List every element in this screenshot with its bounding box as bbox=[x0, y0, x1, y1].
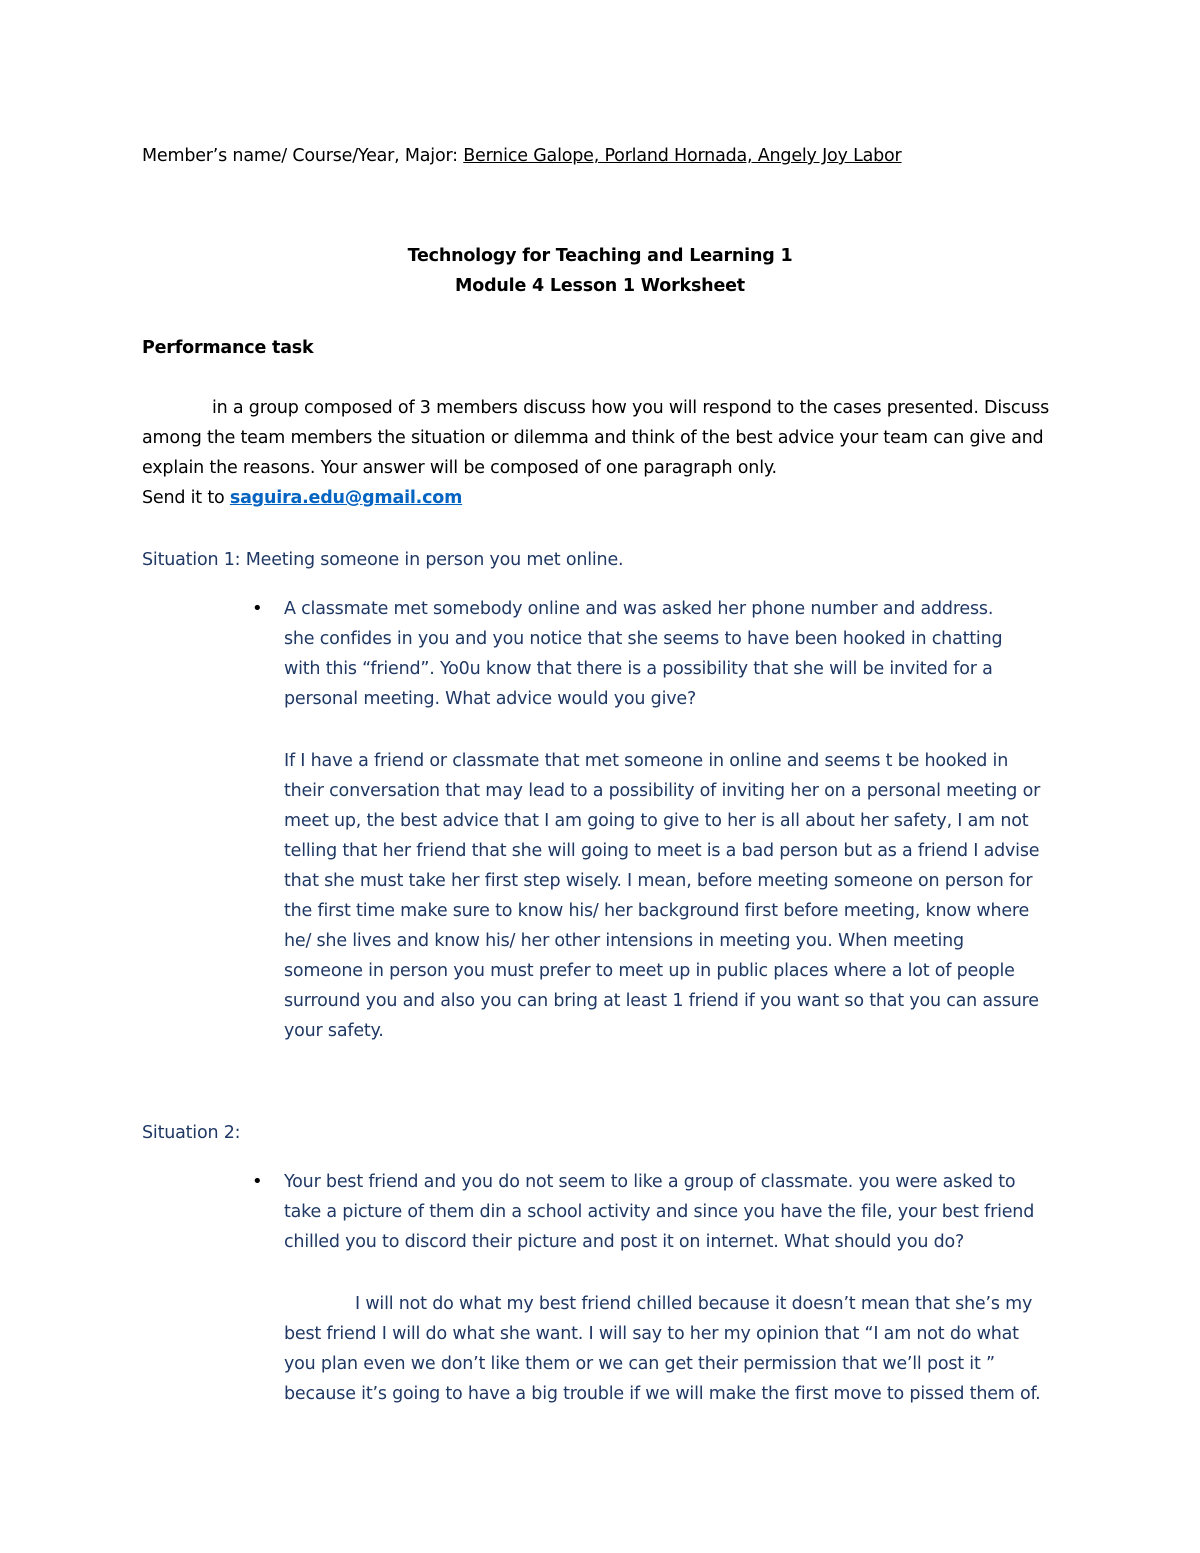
send-label: Send it to bbox=[142, 488, 230, 508]
situation-2-question-line: chilled you to discord their picture and post it on internet. What should you do? bbox=[284, 1232, 965, 1252]
situation-1-question-line: she confides in you and you notice that she seems to have been hooked in chatting bbox=[284, 629, 1003, 649]
situation-1-answer-line: their conversation that may lead to a possibility of inviting her on a personal meeting or bbox=[284, 781, 1041, 801]
situation-1-question-line: A classmate met somebody online and was asked her phone number and address. bbox=[284, 599, 994, 619]
send-line bbox=[142, 483, 462, 513]
members-value: Bernice Galope, Porland Hornada, Angely Joy Labor bbox=[463, 146, 902, 166]
bullet-icon: • bbox=[252, 1171, 263, 1192]
situation-1-answer-line: someone in person you must prefer to meet up in public places where a lot of people bbox=[284, 961, 1015, 981]
situation-1-answer-line: he/ she lives and know his/ her other intensions in meeting you. When meeting bbox=[284, 931, 964, 951]
email-link[interactable]: saguira.edu@gmail.com bbox=[229, 488, 463, 508]
worksheet-title: Module 4 Lesson 1 Worksheet bbox=[455, 276, 745, 296]
situation-1-question-line: with this “friend”. Yo0u know that there is a possibility that she will be invited for a bbox=[284, 659, 993, 679]
situation-1-question-line: personal meeting. What advice would you give? bbox=[284, 689, 697, 709]
course-title: Technology for Teaching and Learning 1 bbox=[407, 246, 793, 266]
members-label: Member’s name/ Course/Year, Major: bbox=[142, 146, 464, 166]
bullet-icon: • bbox=[252, 598, 263, 619]
situation-2-question-line: Your best friend and you do not seem to like a group of classmate. you were asked to bbox=[284, 1172, 1016, 1192]
situation-1-answer-line: your safety. bbox=[284, 1021, 384, 1041]
situation-1-heading: Situation 1: Meeting someone in person you met online. bbox=[142, 550, 624, 570]
situation-1-answer-line: meet up, the best advice that I am going to give to her is all about her safety, I am not bbox=[284, 811, 1029, 831]
performance-task-heading: Performance task bbox=[142, 338, 314, 358]
situation-2-answer-line: I will not do what my best friend chilled because it doesn’t mean that she’s my bbox=[355, 1294, 1033, 1314]
situation-1-answer-line: surround you and also you can bring at least 1 friend if you want so that you can assure bbox=[284, 991, 1039, 1011]
situation-1-answer-line: If I have a friend or classmate that met someone in online and seems t be hooked in bbox=[284, 751, 1009, 771]
situation-2-heading: Situation 2: bbox=[142, 1123, 241, 1143]
task-line-2: among the team members the situation or dilemma and think of the best advice your team can give and bbox=[142, 428, 1044, 448]
situation-2-answer-line: because it’s going to have a big trouble if we will make the first move to pissed them of. bbox=[284, 1384, 1041, 1404]
task-line-3: explain the reasons. Your answer will be composed of one paragraph only. bbox=[142, 458, 777, 478]
situation-2-answer-line: best friend I will do what she want. I will say to her my opinion that “I am not do what bbox=[284, 1324, 1019, 1344]
members-line bbox=[142, 141, 902, 171]
task-line-1: in a group composed of 3 members discuss how you will respond to the cases presented. Discuss bbox=[212, 398, 1050, 418]
situation-2-answer-line: you plan even we don’t like them or we can get their permission that we’ll post it ” bbox=[284, 1354, 995, 1374]
situation-1-answer-line: the first time make sure to know his/ her background first before meeting, know where bbox=[284, 901, 1030, 921]
situation-2-question-line: take a picture of them din a school activity and since you have the file, your best friend bbox=[284, 1202, 1035, 1222]
situation-1-answer-line: telling that her friend that she will going to meet is a bad person but as a friend I advise bbox=[284, 841, 1040, 861]
situation-1-answer-line: that she must take her first step wisely. I mean, before meeting someone on person for bbox=[284, 871, 1033, 891]
